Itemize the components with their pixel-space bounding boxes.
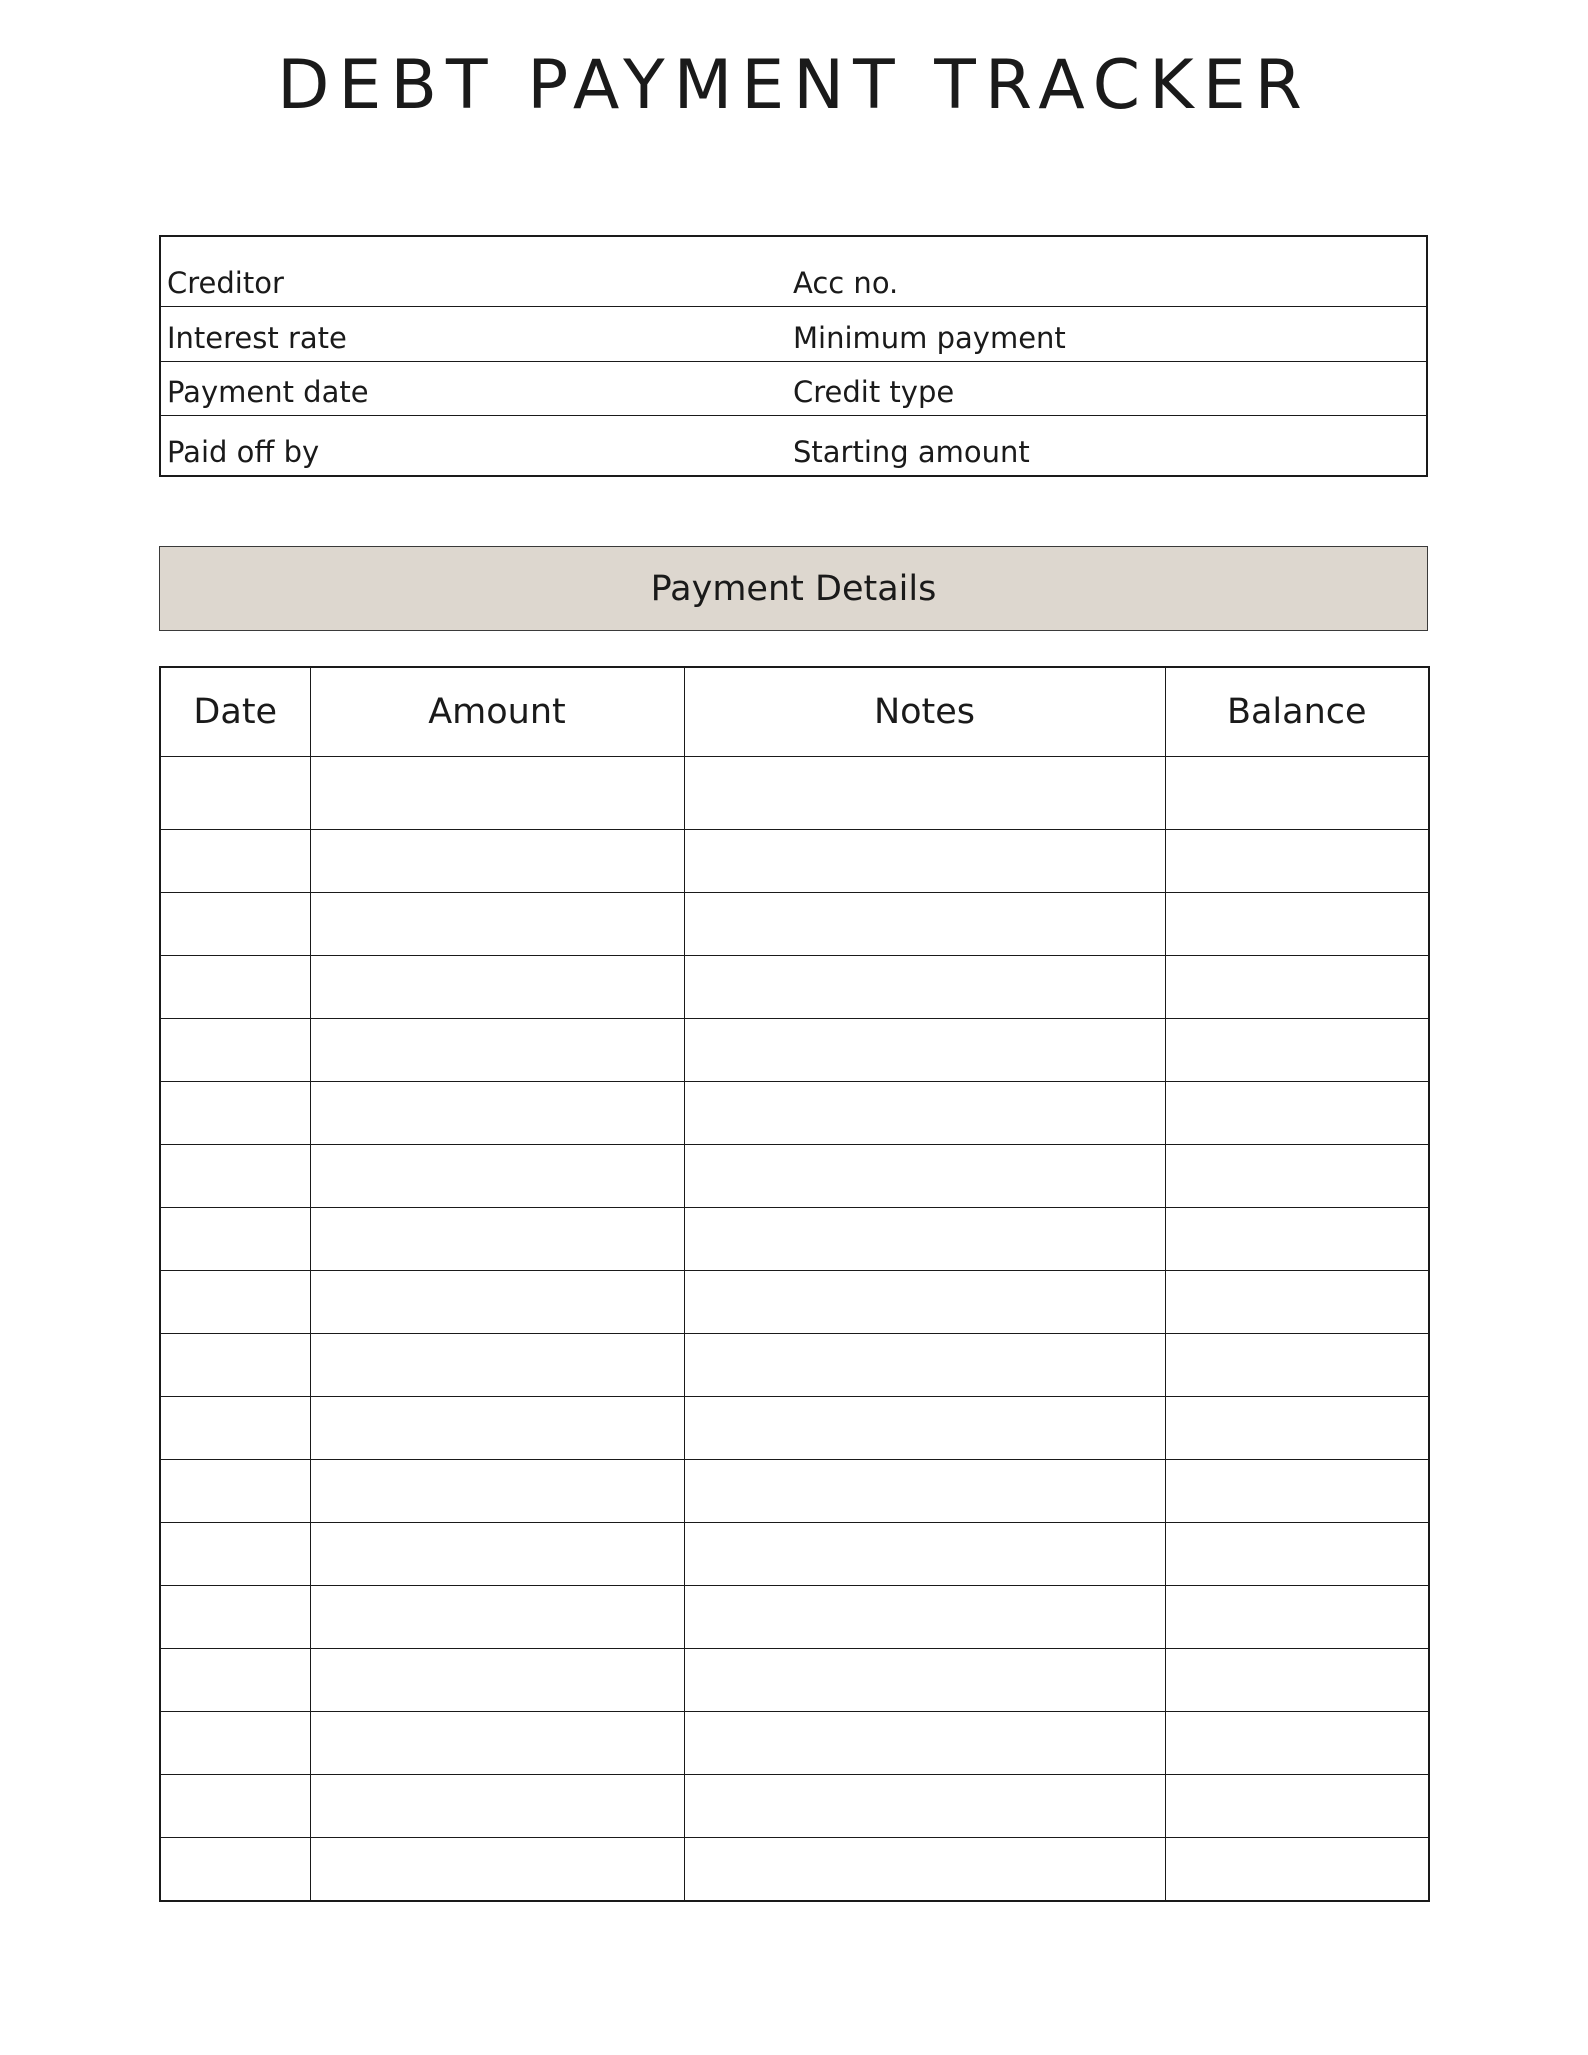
amount-cell[interactable] — [310, 1208, 684, 1271]
table-row — [160, 1208, 1429, 1271]
balance-cell[interactable] — [1165, 956, 1429, 1019]
page-title: DEBT PAYMENT TRACKER — [277, 46, 1311, 125]
table-row — [160, 1082, 1429, 1145]
date-cell[interactable] — [160, 1208, 310, 1271]
amount-cell[interactable] — [310, 1586, 684, 1649]
creditor-label: Creditor — [167, 266, 284, 301]
table-row — [160, 1460, 1429, 1523]
amount-cell[interactable] — [310, 1775, 684, 1838]
minimum-payment-label: Minimum payment — [793, 320, 1066, 355]
amount-cell[interactable] — [310, 1460, 684, 1523]
table-row — [160, 1838, 1429, 1902]
date-cell[interactable] — [160, 1460, 310, 1523]
amount-cell[interactable] — [310, 830, 684, 893]
balance-cell[interactable] — [1165, 1775, 1429, 1838]
balance-cell[interactable] — [1165, 1523, 1429, 1586]
column-header-date: Date — [160, 667, 310, 757]
date-cell[interactable] — [160, 1523, 310, 1586]
balance-cell[interactable] — [1165, 1397, 1429, 1460]
table-row — [160, 1334, 1429, 1397]
notes-cell[interactable] — [684, 1649, 1165, 1712]
date-cell[interactable] — [160, 830, 310, 893]
account-number-label: Acc no. — [793, 266, 899, 301]
table-row — [160, 1775, 1429, 1838]
table-row — [160, 1712, 1429, 1775]
date-cell[interactable] — [160, 1145, 310, 1208]
table-row — [160, 830, 1429, 893]
notes-cell[interactable] — [684, 1775, 1165, 1838]
notes-cell[interactable] — [684, 1586, 1165, 1649]
notes-cell[interactable] — [684, 1145, 1165, 1208]
date-cell[interactable] — [160, 1775, 310, 1838]
amount-cell[interactable] — [310, 1712, 684, 1775]
balance-cell[interactable] — [1165, 830, 1429, 893]
payment-details-header: Payment Details — [159, 546, 1428, 631]
amount-cell[interactable] — [310, 1397, 684, 1460]
debt-info-table — [159, 235, 1428, 477]
balance-cell[interactable] — [1165, 1082, 1429, 1145]
notes-cell[interactable] — [684, 956, 1165, 1019]
date-cell[interactable] — [160, 956, 310, 1019]
date-cell[interactable] — [160, 757, 310, 830]
balance-cell[interactable] — [1165, 1208, 1429, 1271]
amount-cell[interactable] — [310, 1145, 684, 1208]
table-row — [160, 1271, 1429, 1334]
notes-cell[interactable] — [684, 1838, 1165, 1902]
date-cell[interactable] — [160, 1019, 310, 1082]
table-row — [160, 1145, 1429, 1208]
date-cell[interactable] — [160, 893, 310, 956]
info-row-interest — [161, 306, 1426, 360]
notes-cell[interactable] — [684, 1712, 1165, 1775]
column-header-amount: Amount — [310, 667, 684, 757]
balance-cell[interactable] — [1165, 1586, 1429, 1649]
info-row-paid-off — [161, 415, 1426, 475]
table-row — [160, 1019, 1429, 1082]
table-row — [160, 1523, 1429, 1586]
starting-amount-label: Starting amount — [793, 435, 1030, 469]
payment-table-header-row — [160, 667, 1429, 757]
notes-cell[interactable] — [684, 1271, 1165, 1334]
balance-cell[interactable] — [1165, 1019, 1429, 1082]
amount-cell[interactable] — [310, 1019, 684, 1082]
table-row — [160, 956, 1429, 1019]
amount-cell[interactable] — [310, 1082, 684, 1145]
notes-cell[interactable] — [684, 1082, 1165, 1145]
payment-table-body — [160, 757, 1429, 1902]
table-row — [160, 1586, 1429, 1649]
info-row-creditor — [161, 237, 1426, 306]
balance-cell[interactable] — [1165, 1334, 1429, 1397]
amount-cell[interactable] — [310, 757, 684, 830]
column-header-balance: Balance — [1165, 667, 1429, 757]
notes-cell[interactable] — [684, 1397, 1165, 1460]
payment-table — [159, 666, 1430, 1902]
date-cell[interactable] — [160, 1586, 310, 1649]
date-cell[interactable] — [160, 1397, 310, 1460]
payment-date-label: Payment date — [167, 375, 369, 410]
date-cell[interactable] — [160, 1082, 310, 1145]
amount-cell[interactable] — [310, 1271, 684, 1334]
date-cell[interactable] — [160, 1712, 310, 1775]
balance-cell[interactable] — [1165, 757, 1429, 830]
column-header-notes: Notes — [684, 667, 1165, 757]
notes-cell[interactable] — [684, 1460, 1165, 1523]
amount-cell[interactable] — [310, 893, 684, 956]
balance-cell[interactable] — [1165, 893, 1429, 956]
balance-cell[interactable] — [1165, 1649, 1429, 1712]
date-cell[interactable] — [160, 1649, 310, 1712]
credit-type-label: Credit type — [793, 375, 955, 410]
paid-off-by-label: Paid off by — [167, 435, 320, 469]
date-cell[interactable] — [160, 1838, 310, 1902]
amount-cell[interactable] — [310, 956, 684, 1019]
notes-cell[interactable] — [684, 893, 1165, 956]
notes-cell[interactable] — [684, 830, 1165, 893]
date-cell[interactable] — [160, 1334, 310, 1397]
balance-cell[interactable] — [1165, 1460, 1429, 1523]
balance-cell[interactable] — [1165, 1271, 1429, 1334]
date-cell[interactable] — [160, 1271, 310, 1334]
balance-cell[interactable] — [1165, 1712, 1429, 1775]
info-row-payment-date — [161, 361, 1426, 415]
notes-cell[interactable] — [684, 1523, 1165, 1586]
amount-cell[interactable] — [310, 1523, 684, 1586]
table-row — [160, 757, 1429, 830]
balance-cell[interactable] — [1165, 1145, 1429, 1208]
notes-cell[interactable] — [684, 1334, 1165, 1397]
amount-cell[interactable] — [310, 1334, 684, 1397]
notes-cell[interactable] — [684, 757, 1165, 830]
interest-rate-label: Interest rate — [167, 320, 347, 355]
table-row — [160, 1397, 1429, 1460]
amount-cell[interactable] — [310, 1649, 684, 1712]
table-row — [160, 893, 1429, 956]
table-row — [160, 1649, 1429, 1712]
amount-cell[interactable] — [310, 1838, 684, 1902]
notes-cell[interactable] — [684, 1208, 1165, 1271]
notes-cell[interactable] — [684, 1019, 1165, 1082]
balance-cell[interactable] — [1165, 1838, 1429, 1902]
